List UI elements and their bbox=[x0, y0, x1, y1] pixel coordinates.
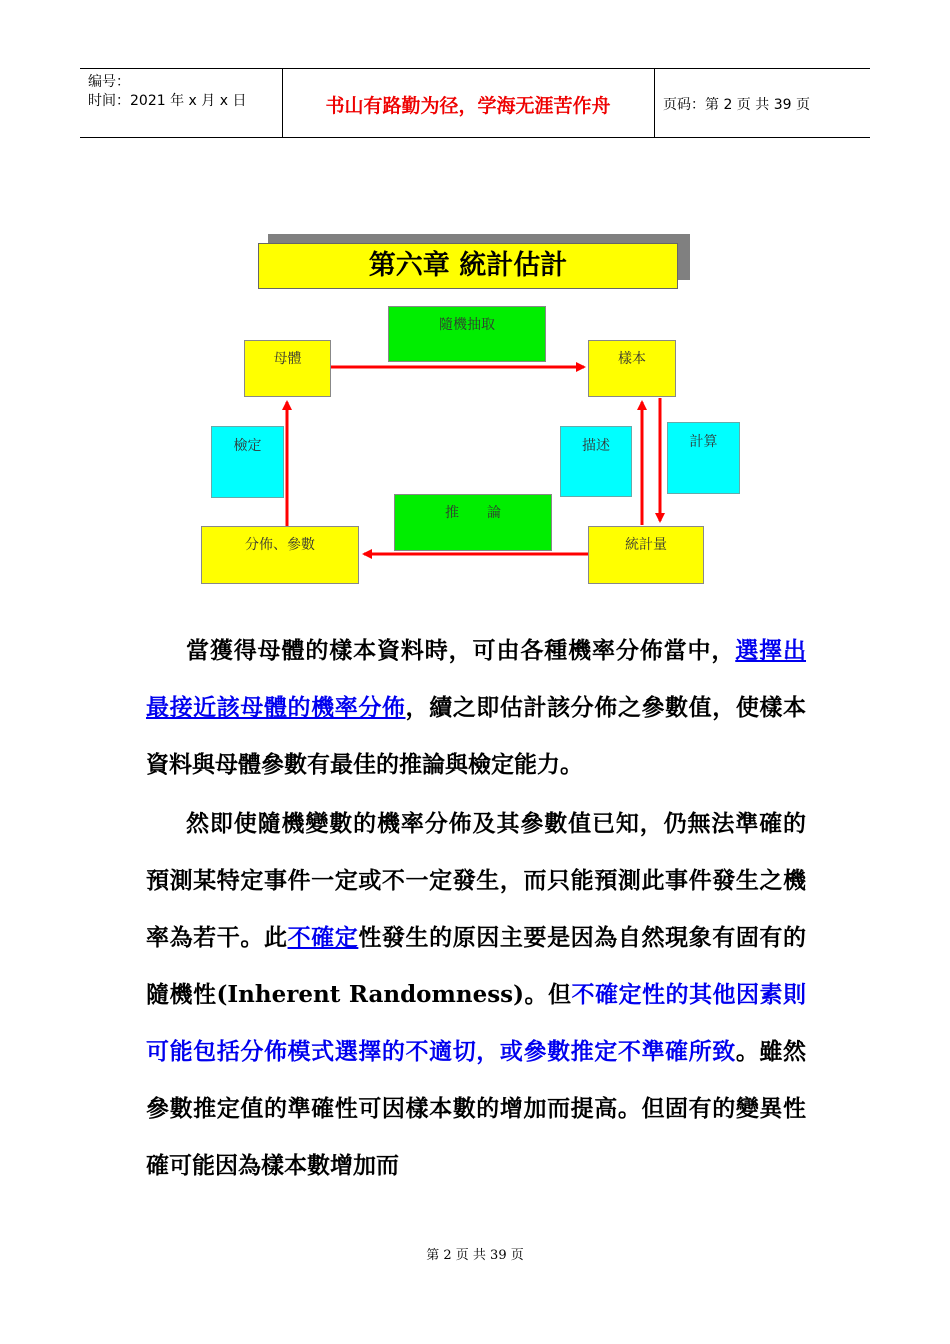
p2-text-c: 。雖然參數推定值的準確性可因樣本數的增加而提高。但固有的變異性確可能因為樣本數增加而 bbox=[146, 1038, 807, 1179]
distribution-params-label: 分佈、參數 bbox=[245, 537, 315, 553]
chapter-title: 第六章 統計估計 bbox=[258, 243, 678, 289]
distribution-params-box bbox=[201, 526, 359, 584]
population-label: 母體 bbox=[273, 351, 302, 367]
inference-label: 推 論 bbox=[445, 505, 501, 521]
describe-box bbox=[560, 426, 632, 497]
date-label: 时间：2021 年 x 月 x 日 bbox=[88, 93, 247, 109]
sample-label: 樣本 bbox=[618, 351, 646, 367]
population-box bbox=[244, 340, 331, 397]
test-box bbox=[211, 426, 284, 498]
p2-link[interactable]: 不確定 bbox=[287, 924, 359, 951]
compute-label: 計算 bbox=[689, 434, 718, 450]
header-motto: 书山有路勤为径，学海无涯苦作舟 bbox=[325, 95, 611, 117]
statistic-label: 統計量 bbox=[625, 537, 667, 553]
header-page-info: 页码：第 2 页 共 39 页 bbox=[663, 97, 810, 113]
paragraph-1 bbox=[146, 622, 806, 793]
random-sampling-label: 隨機抽取 bbox=[439, 317, 495, 333]
p1-link[interactable]: 選擇出最接近該母體的機率分佈 bbox=[146, 637, 807, 721]
p2-text-a: 然即使隨機變數的機率分佈及其參數值已知，仍無法準確的預測某特定事件一定或不一定發生，而只能預測此事件發生之機率為若干。此 bbox=[146, 810, 806, 951]
number-label: 编号： bbox=[88, 74, 130, 90]
sample-box bbox=[588, 340, 676, 397]
p2-text-b: 性發生的原因主要是因為自然現象有固有的隨機性(Inherent Randomness)。但 bbox=[146, 924, 807, 1008]
describe-label: 描述 bbox=[582, 438, 610, 454]
p2-blue-text: 不確定性的其他因素則可能包括分佈模式選擇的不適切，或參數推定不準確所致 bbox=[146, 981, 806, 1065]
inference-box bbox=[394, 494, 552, 551]
test-label: 檢定 bbox=[233, 438, 262, 454]
page-footer: 第 2 页 共 39 页 bbox=[426, 1248, 524, 1263]
compute-box bbox=[667, 422, 740, 494]
p1-text-b: ，續之即估計該分佈之參數值，使樣本資料與母體參數有最佳的推論與檢定能力。 bbox=[146, 694, 807, 778]
random-sampling-box bbox=[388, 306, 546, 362]
p1-text-a: 當獲得母體的樣本資料時，可由各種機率分佈當中， bbox=[186, 637, 736, 664]
statistic-box bbox=[588, 526, 704, 584]
paragraph-2 bbox=[146, 795, 806, 1194]
